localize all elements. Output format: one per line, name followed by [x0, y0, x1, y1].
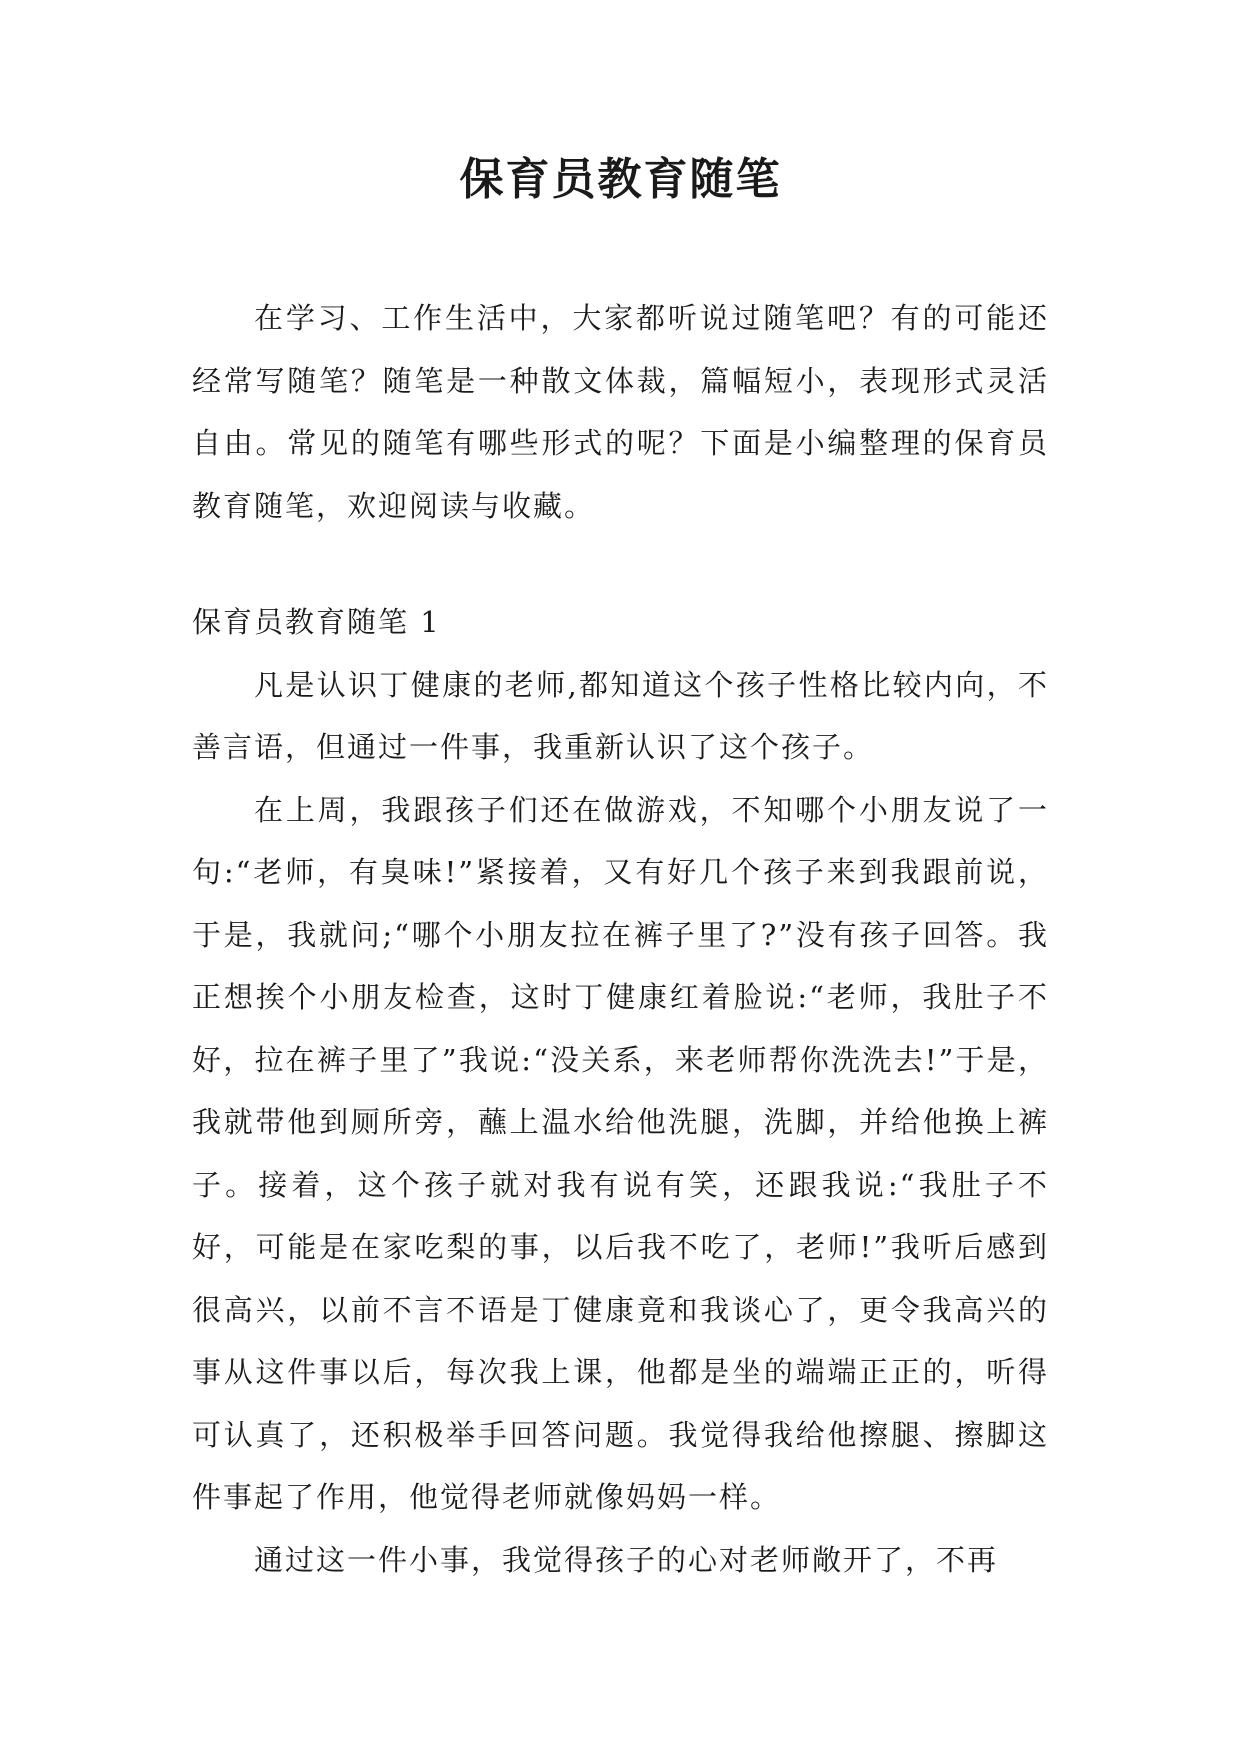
- body-paragraph-3: 通过这一件小事，我觉得孩子的心对老师敞开了，不再: [254, 1542, 999, 1577]
- document-title: 保育员教育随笔: [459, 154, 782, 205]
- body-paragraph-2: 在上周，我跟孩子们还在做游戏，不知哪个小朋友说了一句:“老师，有臭味!”紧接着，又有好几个孩子来到我跟前说，于是，我就问;“哪个小朋友拉在裤子里了?”没有孩子回答。我正想挨个小朋友检查，这时丁健康红着脸说:“老师，我肚子不好，拉在裤子里了”我说:“没关系，来老师帮你洗洗去!”于是，我就带他到厕所旁，蘸上温水给他洗腿，洗脚，并给他换上裤子。接着，这个孩子就对我有说有笑，还跟我说:“我肚子不好，可能是在家吃梨的事，以后我不吃了，老师!”我听后感到很高兴，以前不言不语是丁健康竟和我谈心了，更令我高兴的事从这件事以后，每次我上课，他都是坐的端端正正的，听得可认真了，还积极举手回答问题。我觉得我给他擦腿、擦脚这件事起了作用，他觉得老师就像妈妈一样。: [192, 792, 1049, 1514]
- section-heading: 保育员教育随笔 1: [192, 605, 441, 639]
- document-body: [192, 287, 1049, 1591]
- body-paragraph-1: 凡是认识丁健康的老师,都知道这个孩子性格比较内向，不善言语，但通过一件事，我重新认识了这个孩子。: [192, 667, 1049, 764]
- intro-paragraph: 在学习、工作生活中，大家都听说过随笔吧？有的可能还经常写随笔？随笔是一种散文体裁，篇幅短小，表现形式灵活自由。常见的随笔有哪些形式的呢？下面是小编整理的保育员教育随笔，欢迎阅读与收藏。: [192, 301, 1049, 523]
- section-spacer: [192, 537, 1049, 591]
